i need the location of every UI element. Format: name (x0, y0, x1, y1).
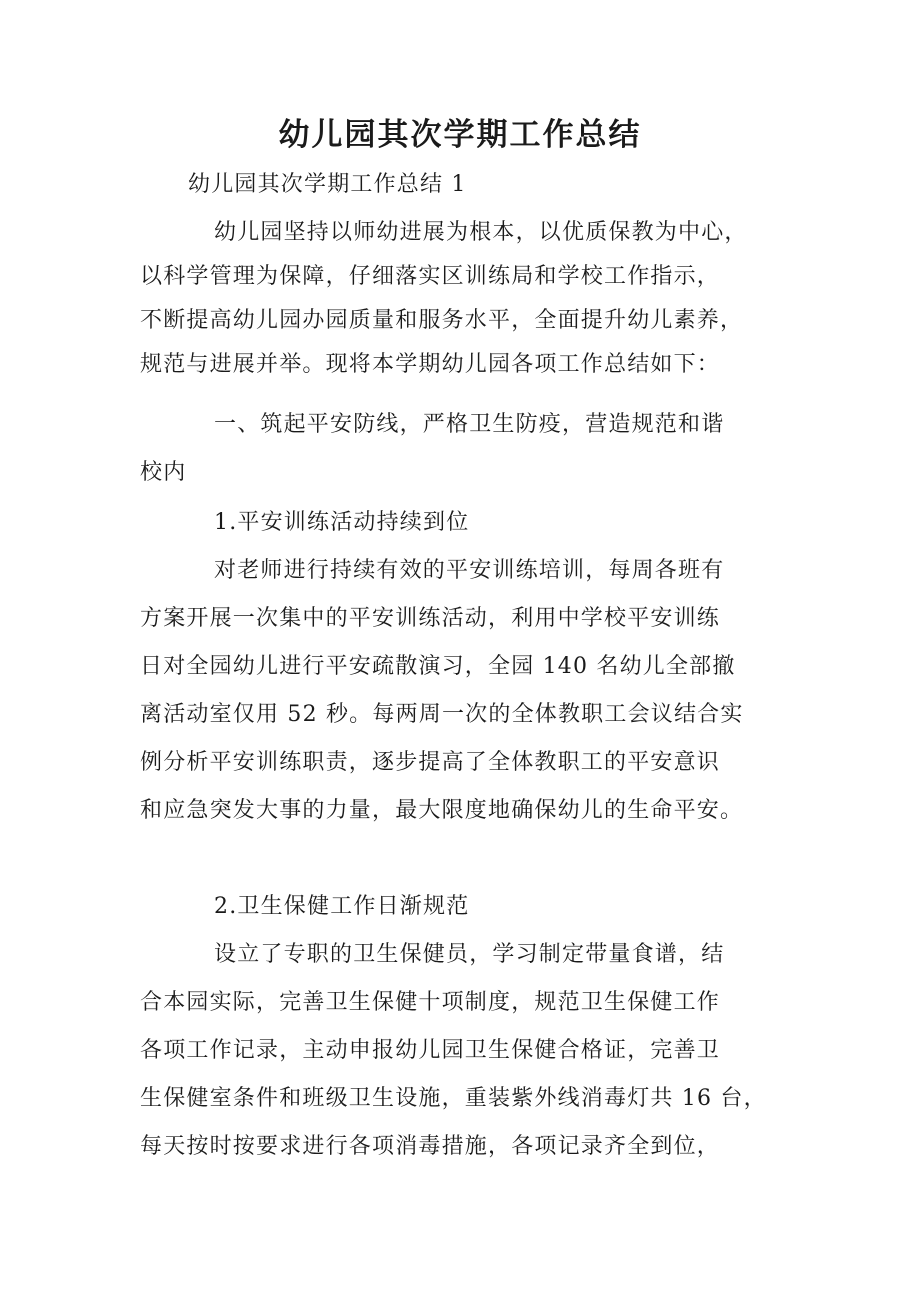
paragraph-line: 生保健室条件和班级卫生设施，重装紫外线消毒灯共 16 台， (140, 1086, 767, 1111)
paragraph-line: 规范与进展并举。现将本学期幼儿园各项工作总结如下： (140, 352, 721, 377)
paragraph-line: 不断提高幼儿园办园质量和服务水平，全面提升幼儿素养， (140, 308, 744, 333)
section-heading: 校内 (140, 460, 187, 485)
paragraph-line: 以科学管理为保障，仔细落实区训练局和学校工作指示， (140, 264, 721, 289)
subsection-heading: 1.平安训练活动持续到位 (214, 510, 470, 535)
paragraph-line: 离活动室仅用 52 秒。每两周一次的全体教职工会议结合实 (140, 702, 744, 727)
paragraph-line: 每天按时按要求进行各项消毒措施，各项记录齐全到位， (140, 1134, 721, 1159)
paragraph-line: 日对全园幼儿进行平安疏散演习，全园 140 名幼儿全部撤 (140, 654, 736, 679)
paragraph-line: 合本园实际，完善卫生保健十项制度，规范卫生保健工作 (140, 990, 721, 1015)
paragraph-line: 对老师进行持续有效的平安训练培训，每周各班有 (214, 558, 725, 583)
subsection-heading: 2.卫生保健工作日渐规范 (214, 894, 470, 919)
paragraph-line: 方案开展一次集中的平安训练活动，利用中学校平安训练 (140, 606, 721, 631)
paragraph-line: 和应急突发大事的力量，最大限度地确保幼儿的生命平安。 (140, 798, 744, 823)
subtitle: 幼儿园其次学期工作总结 1 (188, 172, 467, 197)
paragraph-line: 设立了专职的卫生保健员，学习制定带量食谱，结 (214, 942, 725, 967)
document-title: 幼儿园其次学期工作总结 (278, 117, 642, 153)
section-heading: 一、筑起平安防线，严格卫生防疫，营造规范和谐 (214, 412, 725, 437)
paragraph-line: 各项工作记录，主动申报幼儿园卫生保健合格证，完善卫 (140, 1038, 721, 1063)
paragraph-line: 例分析平安训练职责，逐步提高了全体教职工的平安意识 (140, 750, 721, 775)
paragraph-line: 幼儿园坚持以师幼进展为根本，以优质保教为中心， (214, 220, 748, 245)
